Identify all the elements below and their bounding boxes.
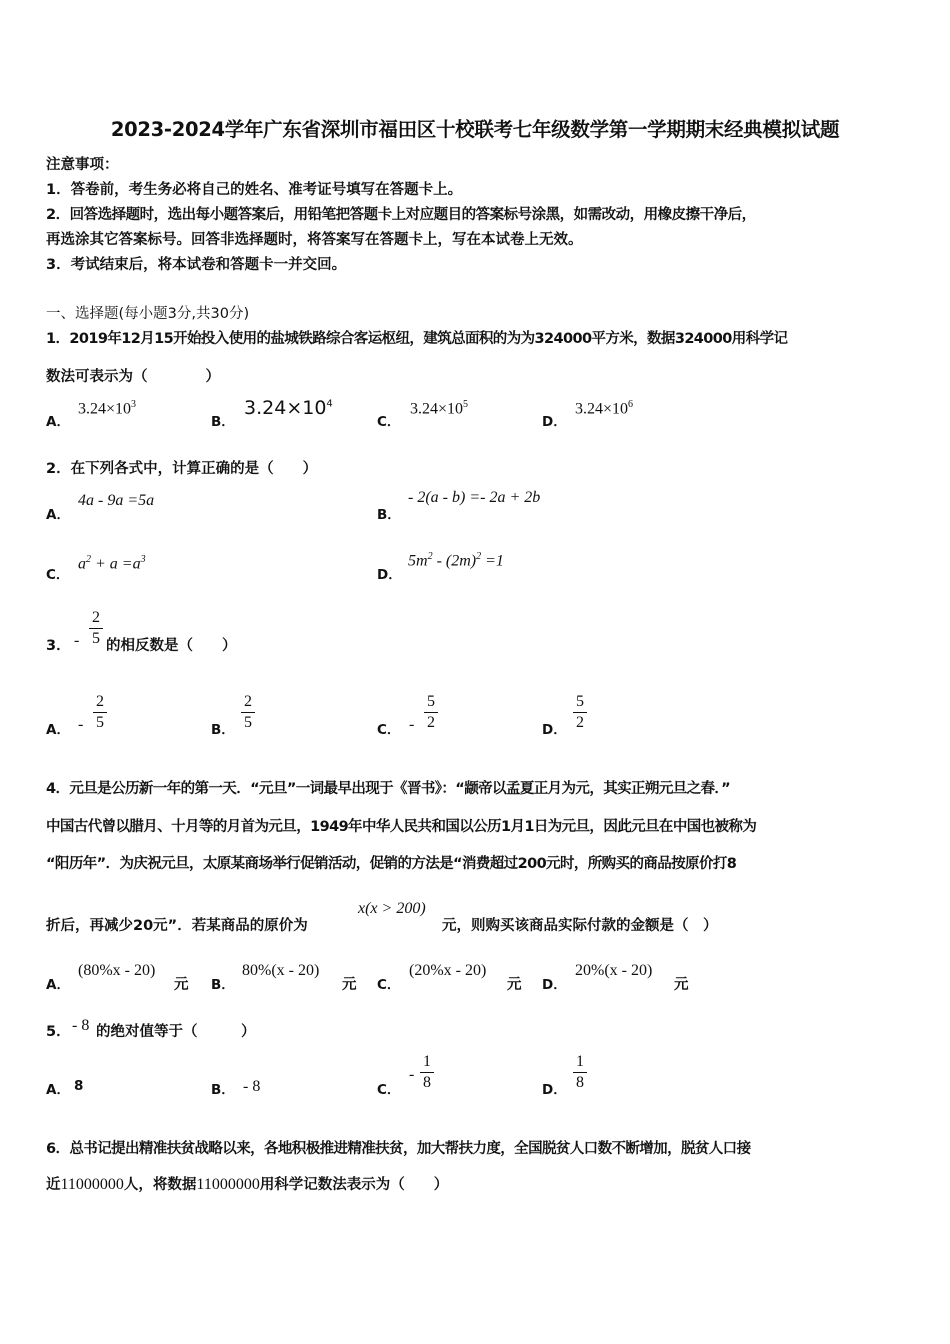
q1-option-d: $3.24\times 10^6$	[575, 399, 634, 418]
q6-stem: 6．总书记提出精准扶贫战略以来，各地积极推进精准扶贫，加大帮扶力度，全国脱贫人口数不断增加，脱贫人口接	[46, 1141, 751, 1157]
q4-stem-cont: 元，则购买该商品实际付款的金额是（ ）	[442, 918, 718, 934]
q4-option-b-unit: 元	[342, 977, 357, 993]
q5-option-c-label: C．	[377, 1082, 401, 1098]
q2-option-d: $5m^2 - (2m)^2 =1$	[408, 551, 504, 570]
q5-option-c: 1 8	[419, 1054, 435, 1091]
q2-option-a: 4a - 9a =5a	[78, 492, 155, 509]
q2-option-b: - 2(a - b) =- 2a + 2b	[408, 489, 541, 506]
q6-stem-cont: 近11000000人，将数据11000000用科学记数法表示为（ ）	[46, 1176, 449, 1193]
q1-option-d-label: D．	[542, 414, 567, 430]
q4-option-c: (20%x - 20)	[409, 962, 487, 979]
q5-stem: 的绝对值等于（ ）	[96, 1024, 256, 1040]
q5-number: 5．	[46, 1024, 71, 1040]
q4-option-b-label: B．	[211, 977, 235, 993]
q4-option-a: (80%x - 20)	[78, 962, 156, 979]
q4-option-d-unit: 元	[674, 977, 689, 993]
q4-option-d-label: D．	[542, 977, 567, 993]
q3-number: 3．	[46, 638, 71, 654]
q2-option-c: $a^2 + a =a^3$	[78, 554, 146, 573]
q3-minus: -	[74, 632, 80, 649]
q4-option-c-unit: 元	[507, 977, 522, 993]
q3-option-a: 2 5	[92, 694, 108, 731]
notice-item: 1．答卷前，考生务必将自己的姓名、准考证号填写在答题卡上。	[46, 182, 463, 198]
q3-option-a-label: A．	[46, 722, 70, 738]
q5-option-a-label: A．	[46, 1082, 70, 1098]
notice-item: 再选涂其它答案标号。回答非选择题时，将答案写在答题卡上，写在本试卷上无效。	[46, 232, 583, 248]
q1-option-a-label: A．	[46, 414, 70, 430]
q3-stem: 的相反数是（ ）	[106, 638, 237, 654]
q2-option-d-label: D．	[377, 567, 402, 583]
q1-stem-cont: 数法可表示为（ ）	[46, 369, 220, 385]
section-heading: 一、选择题(每小题3分,共30分)	[46, 306, 250, 322]
q4-option-a-label: A．	[46, 977, 70, 993]
q5-value: - 8	[72, 1017, 90, 1034]
q5-option-a: 8	[74, 1078, 84, 1094]
q2-option-a-label: A．	[46, 507, 70, 523]
q3-option-c: 5 2	[423, 694, 439, 731]
q5-option-d-label: D．	[542, 1082, 567, 1098]
q1-option-c: $3.24\times 10^5$	[410, 399, 469, 418]
q4-price-expr: x(x > 200)	[358, 900, 426, 917]
q4-stem-cont: “阳历年”．为庆祝元旦，太原某商场举行促销活动，促销的方法是“消费超过200元时，所购买的商品按原价打8	[46, 856, 737, 872]
q1-stem: 1．2019年12月15开始投入使用的盐城铁路综合客运枢纽，建筑总面积的为为324000平方米，数据324000用科学记	[46, 331, 788, 347]
q4-stem: 4．元旦是公历新一年的第一天．“元旦”一词最早出现于《晋书》：“颛帝以孟夏正月为元，其实正朔元旦之春．”	[46, 781, 731, 797]
q4-stem-cont: 折后，再减少20元”．若某商品的原价为	[46, 918, 308, 934]
q5-option-b-label: B．	[211, 1082, 235, 1098]
q2-stem: 2．在下列各式中，计算正确的是（ ）	[46, 461, 318, 477]
q3-option-b: 2 5	[240, 694, 256, 731]
q5-option-c-sign: -	[409, 1066, 415, 1083]
q3-option-d: 5 2	[572, 694, 588, 731]
q3-option-c-sign: -	[409, 716, 415, 733]
notice-item: 3．考试结束后，将本试卷和答题卡一并交回。	[46, 257, 347, 273]
q1-option-a: $3.24\times 10^3$	[78, 399, 137, 418]
exam-title: 2023-2024学年广东省深圳市福田区十校联考七年级数学第一学期期末经典模拟试题	[110, 118, 840, 141]
q5-option-d: 1 8	[572, 1054, 588, 1091]
q1-option-b: $3.24\times 10^4$	[244, 397, 333, 419]
q3-fraction: 2 5	[88, 610, 104, 647]
q1-option-c-label: C．	[377, 414, 401, 430]
q4-option-d: 20%(x - 20)	[575, 962, 653, 979]
q3-option-d-label: D．	[542, 722, 567, 738]
q3-option-b-label: B．	[211, 722, 235, 738]
q2-option-c-label: C．	[46, 567, 70, 583]
q2-option-b-label: B．	[377, 507, 401, 523]
q5-option-b: - 8	[243, 1078, 261, 1095]
notice-item: 2．回答选择题时，选出每小题答案后，用铅笔把答题卡上对应题目的答案标号涂黑，如需改动，用橡皮擦干净后，	[46, 207, 756, 223]
notice-heading: 注意事项：	[46, 157, 119, 173]
q3-option-a-sign: -	[78, 716, 84, 733]
q3-option-c-label: C．	[377, 722, 401, 738]
q1-option-b-label: B．	[211, 414, 235, 430]
q4-option-a-unit: 元	[174, 977, 189, 993]
q4-option-b: 80%(x - 20)	[242, 962, 320, 979]
q4-stem-cont: 中国古代曾以腊月、十月等的月首为元旦，1949年中华人民共和国以公历1月1日为元旦，因此元旦在中国也被称为	[46, 819, 757, 835]
q4-option-c-label: C．	[377, 977, 401, 993]
